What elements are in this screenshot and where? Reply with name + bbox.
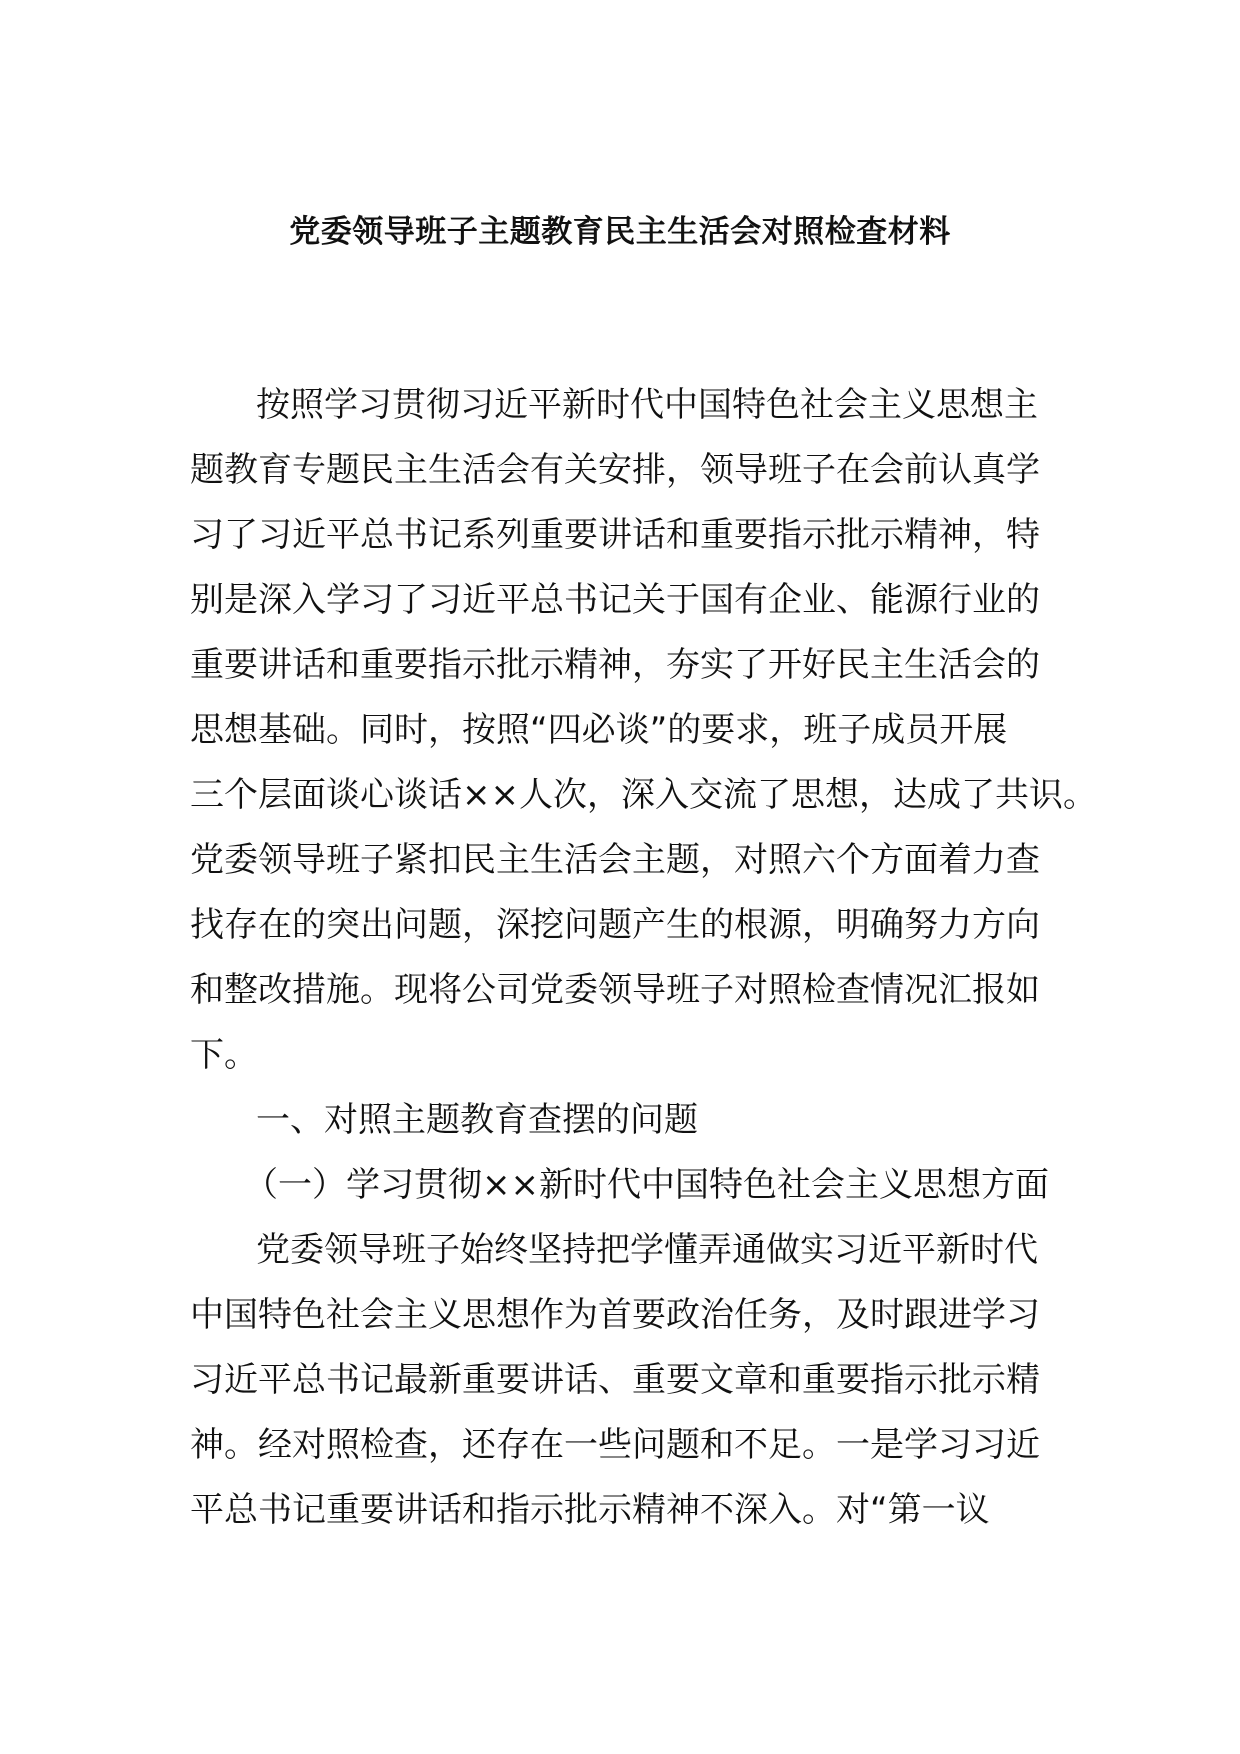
paragraph-line: 题教育专题民主生活会有关安排，领导班子在会前认真学	[190, 450, 1040, 490]
document-title: 党委领导班子主题教育民主生活会对照检查材料	[289, 214, 951, 250]
paragraph-line: 下。	[190, 1035, 258, 1075]
paragraph-line: 中国特色社会主义思想作为首要政治任务，及时跟进学习	[190, 1295, 1040, 1335]
paragraph-line: 习了习近平总书记系列重要讲话和重要指示批示精神，特	[190, 515, 1040, 555]
paragraph-line: 找存在的突出问题，深挖问题产生的根源，明确努力方向	[190, 905, 1040, 945]
subsection-heading: （一）学习贯彻××新时代中国特色社会主义思想方面	[244, 1165, 1049, 1205]
section-heading: 一、对照主题教育查摆的问题	[256, 1100, 698, 1140]
paragraph-line: 神。经对照检查，还存在一些问题和不足。一是学习习近	[190, 1425, 1040, 1465]
document-body	[190, 373, 1097, 1543]
paragraph-line: 党委领导班子紧扣民主生活会主题，对照六个方面着力查	[190, 840, 1040, 880]
paragraph-line: 三个层面谈心谈话××人次，深入交流了思想，达成了共识。	[190, 775, 1097, 815]
paragraph-line: 重要讲话和重要指示批示精神，夯实了开好民主生活会的	[190, 645, 1040, 685]
paragraph-line: 和整改措施。现将公司党委领导班子对照检查情况汇报如	[190, 970, 1040, 1010]
paragraph-line: 别是深入学习了习近平总书记关于国有企业、能源行业的	[190, 580, 1040, 620]
paragraph-line: 按照学习贯彻习近平新时代中国特色社会主义思想主	[256, 385, 1038, 425]
paragraph-line: 思想基础。同时，按照“四必谈”的要求，班子成员开展	[190, 710, 1008, 750]
paragraph-line: 党委领导班子始终坚持把学懂弄通做实习近平新时代	[256, 1230, 1038, 1270]
paragraph-line: 平总书记重要讲话和指示批示精神不深入。对“第一议	[190, 1490, 990, 1530]
paragraph-line: 习近平总书记最新重要讲话、重要文章和重要指示批示精	[190, 1360, 1040, 1400]
